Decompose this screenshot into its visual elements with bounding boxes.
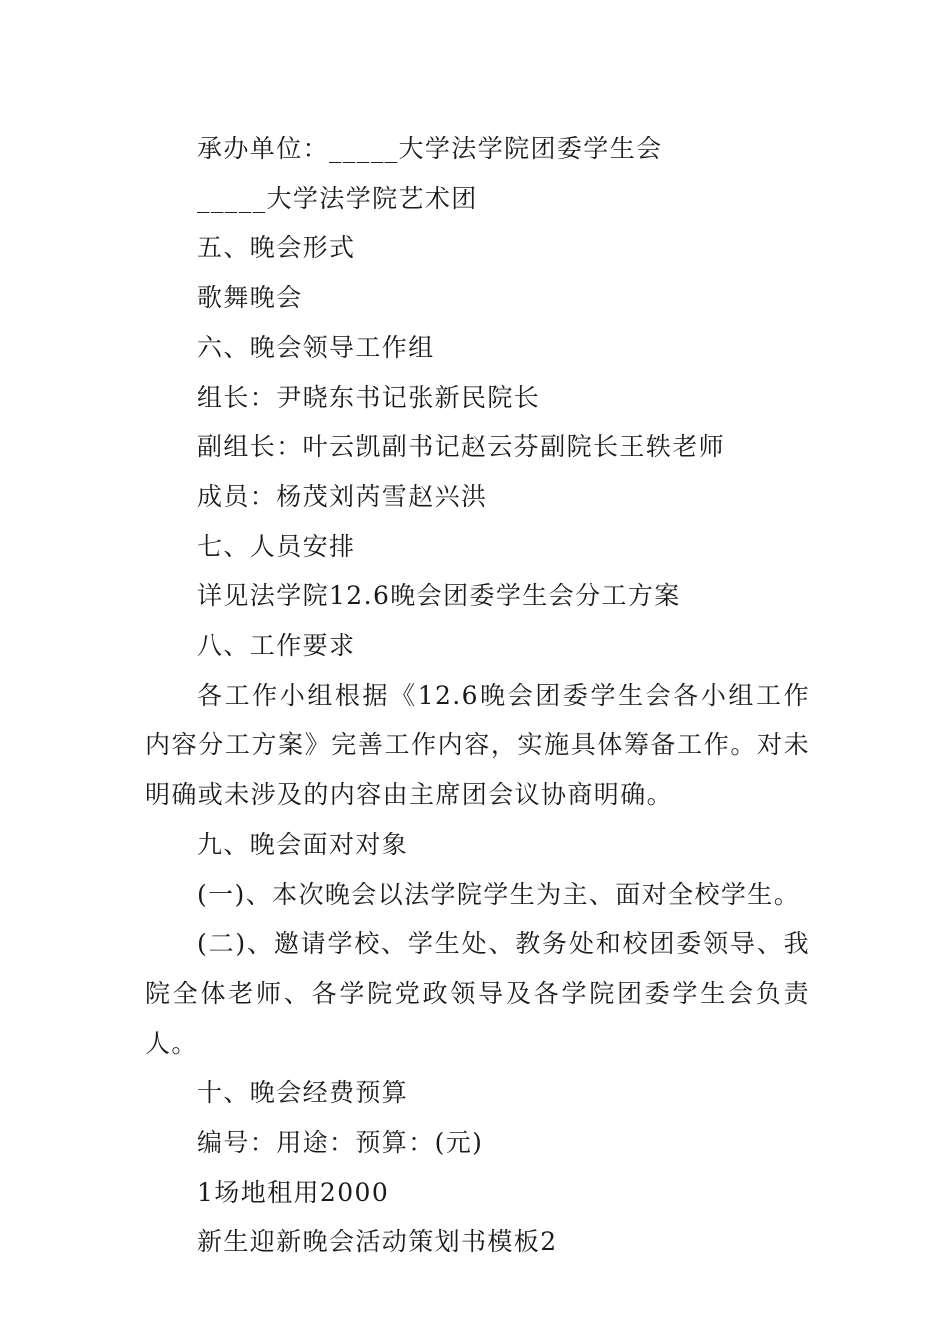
section-heading-budget: 十、晚会经费预算 bbox=[197, 1078, 409, 1108]
members-line: 成员：杨茂刘芮雪赵兴洪 bbox=[197, 481, 488, 511]
staffing-text: 详见法学院12.6晚会团委学生会分工方案 bbox=[197, 581, 681, 611]
deputy-leader-line: 副组长：叶云凯副书记赵云芬副院长王轶老师 bbox=[197, 432, 726, 462]
section-heading-audience: 九、晚会面对对象 bbox=[197, 829, 409, 859]
section-heading-leadership: 六、晚会领导工作组 bbox=[197, 332, 435, 362]
budget-header: 编号：用途：预算：(元) bbox=[197, 1128, 484, 1158]
section-heading-staffing: 七、人员安排 bbox=[197, 531, 356, 561]
organizer-line-2: _____大学法学院艺术团 bbox=[197, 183, 478, 213]
requirements-text: 各工作小组根据《12.6晚会团委学生会各小组工作内容分工方案》完善工作内容，实施具体筹备工作。对未明确或未涉及的内容由主席团会议协商明确。 bbox=[145, 680, 810, 810]
organizer-line: 承办单位：_____大学法学院团委学生会 bbox=[197, 134, 663, 163]
budget-row: 1场地租用2000 bbox=[197, 1177, 390, 1207]
section-heading-requirements: 八、工作要求 bbox=[197, 631, 356, 661]
audience-item-1: (一)、本次晚会以法学院学生为主、面对全校学生。 bbox=[197, 879, 801, 909]
leader-line: 组长：尹晓东书记张新民院长 bbox=[197, 382, 541, 412]
audience-item-2: (二)、邀请学校、学生处、教务处和校团委领导、我院全体老师、各学院党政领导及各学院团委学生会负责人。 bbox=[145, 929, 810, 1058]
section-heading-format: 五、晚会形式 bbox=[197, 233, 356, 263]
format-text: 歌舞晚会 bbox=[197, 283, 303, 313]
document-body bbox=[145, 124, 810, 1267]
next-template-title: 新生迎新晚会活动策划书模板2 bbox=[197, 1227, 558, 1257]
